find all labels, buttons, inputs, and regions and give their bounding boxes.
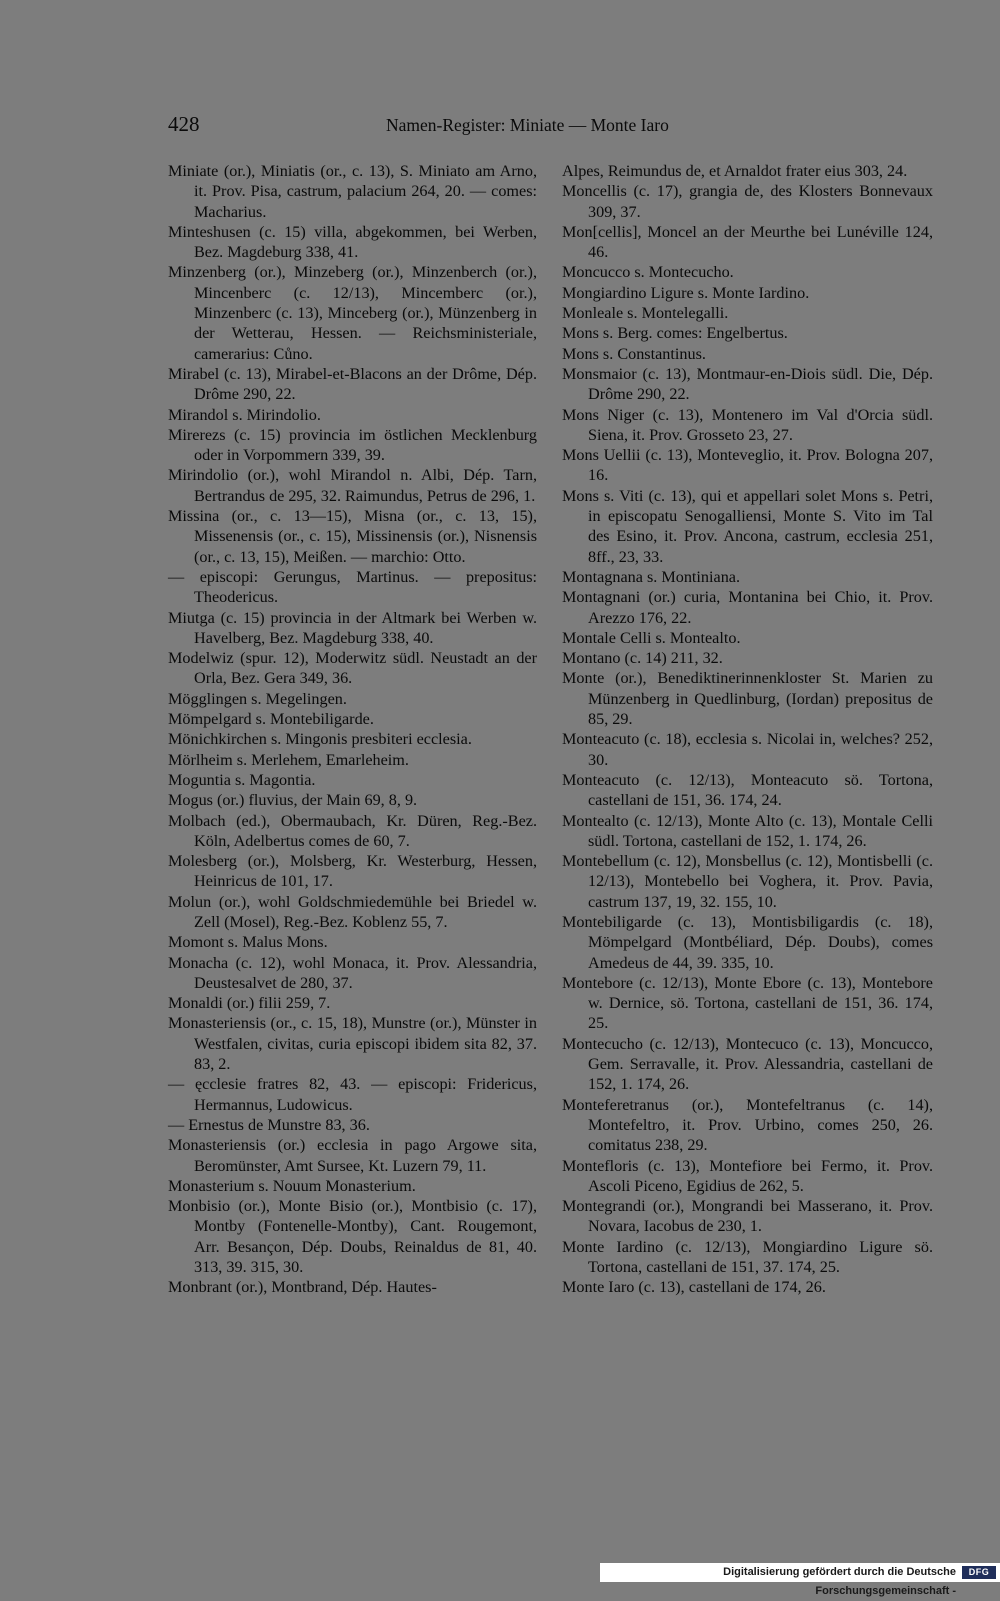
- register-entry: Montagnani (or.) curia, Montanina bei Chio, it. Prov. Arezzo 176, 22.: [562, 588, 933, 627]
- register-entry: Mons s. Constantinus.: [562, 344, 706, 363]
- digitization-footer: [600, 1563, 1000, 1597]
- register-entry: Mirerezs (c. 15) provincia im östlichen Mecklenburg oder in Vorpommern 339, 39.: [168, 425, 537, 465]
- register-entry: Miniate (or.), Miniatis (or., c. 13), S. Miniato am Arno, it. Prov. Pisa, castrum, palacium 264, 20. — comes: Macharius.: [168, 162, 537, 221]
- register-entry: Moncellis (c. 17), grangia de, des Klosters Bonnevaux 309, 37.: [562, 182, 933, 221]
- register-entry: Mons s. Viti (c. 13), qui et appellari solet Mons s. Petri, in episcopatu Senogalliensi, Monte S. Vito im Tal des Esino, it. Prov. Ancona, castrum, ecclesia 251, 8ff., 23, 33.: [562, 486, 933, 566]
- register-entry: Molun (or.), wohl Goldschmiedemühle bei Briedel w. Zell (Mosel), Reg.-Bez. Koblenz 55, 7.: [168, 892, 537, 931]
- register-entry: Moncucco s. Montecucho.: [562, 263, 734, 282]
- register-entry: Montagnana s. Montiniana.: [562, 567, 741, 586]
- register-entry: Moguntia s. Magontia.: [168, 770, 316, 789]
- register-entry: Monbisio (or.), Monte Bisio (or.), Montbisio (c. 17), Montby (Fontenelle-Montby), Cant. Rougemont, Arr. Besançon, Dép. Doubs, Reinaldus de 81, 40. 313, 39. 315, 30.: [168, 1197, 537, 1277]
- left-column: [168, 161, 537, 1298]
- register-entry: Montale Celli s. Montealto.: [562, 628, 741, 647]
- register-entry: Monteacuto (c. 18), ecclesia s. Nicolai in, welches? 252, 30.: [562, 730, 933, 769]
- register-entry: — ęcclesie fratres 82, 43. — episcopi: Fridericus, Hermannus, Ludowicus.: [168, 1075, 537, 1114]
- register-entry: Mirindolio (or.), wohl Mirandol n. Albi, Dép. Tarn, Bertrandus de 295, 32. Raimundus, Petrus de 296, 1.: [168, 466, 537, 505]
- page-number: 428: [168, 112, 200, 136]
- register-entry: Minzenberg (or.), Minzeberg (or.), Minzenberch (or.), Mincenberc (c. 12/13), Mincemberc (or.), Minzenberc (c. 13), Minceberg (or.), Münzenberg in der Wetterau, Hessen. — Reichsministeriale, camerarius: Cůno.: [168, 263, 537, 363]
- register-entry: Mönichkirchen s. Mingonis presbiteri ecclesia.: [168, 730, 472, 749]
- register-entry: Mögglingen s. Megelingen.: [168, 689, 347, 708]
- register-entry: Monte (or.), Benediktinerinnenkloster St. Marien zu Münzenberg in Quedlinburg, (Iordan) prepositus de 85, 29.: [562, 669, 933, 729]
- register-entry: Monsmaior (c. 13), Montmaur-en-Diois südl. Die, Dép. Drôme 290, 22.: [562, 364, 933, 404]
- register-entry: Monasteriensis (or.) ecclesia in pago Argowe sita, Beromünster, Amt Sursee, Kt. Luzern 79, 11.: [168, 1136, 537, 1175]
- register-entry: Montano (c. 14) 211, 32.: [562, 649, 723, 668]
- register-entry: Mon[cellis], Moncel an der Meurthe bei Lunéville 124, 46.: [562, 222, 933, 262]
- register-entry: Montealto (c. 12/13), Monte Alto (c. 13), Montale Celli südl. Tortona, castellani de 152, 1. 174, 26.: [562, 811, 933, 850]
- register-entry: Mongiardino Ligure s. Monte Iardino.: [562, 283, 810, 302]
- register-entry: Monbrant (or.), Montbrand, Dép. Hautes-: [168, 1278, 437, 1297]
- register-entry: Monteacuto (c. 12/13), Monteacuto sö. Tortona, castellani de 151, 36. 174, 24.: [562, 770, 933, 810]
- register-entry: Monasterium s. Nouum Monasterium.: [168, 1176, 416, 1195]
- register-entry: Montebiligarde (c. 13), Montisbiligardis (c. 18), Mömpelgard (Montbéliard, Dép. Doubs), comes Amedeus de 44, 39. 335, 10.: [562, 912, 933, 972]
- register-entry: Monacha (c. 12), wohl Monaca, it. Prov. Alessandria, Deustesalvet de 280, 37.: [168, 953, 537, 992]
- register-entry: Mons s. Berg. comes: Engelbertus.: [562, 324, 788, 343]
- register-entry: Monte Iardino (c. 12/13), Mongiardino Ligure sö. Tortona, castellani de 151, 37. 174, 25.: [562, 1237, 933, 1277]
- register-entry: Mörlheim s. Merlehem, Emarleheim.: [168, 750, 409, 769]
- register-entry: Mirabel (c. 13), Mirabel-et-Blacons an der Drôme, Dép. Drôme 290, 22.: [168, 364, 537, 404]
- register-entry: Mirandol s. Mirindolio.: [168, 405, 321, 424]
- register-entry: Mons Niger (c. 13), Montenero im Val d'Orcia südl. Siena, it. Prov. Grosseto 23, 27.: [562, 405, 933, 444]
- register-entry: Montebore (c. 12/13), Monte Ebore (c. 13), Montebore w. Dernice, sö. Tortona, castellani de 151, 36. 174, 25.: [562, 973, 933, 1033]
- register-entry: Montegrandi (or.), Mongrandi bei Masserano, it. Prov. Novara, Iacobus de 230, 1.: [562, 1197, 933, 1236]
- register-entry: Miutga (c. 15) provincia in der Altmark bei Werben w. Havelberg, Bez. Magdeburg 338, 40.: [168, 608, 537, 647]
- register-entry: Monleale s. Montelegalli.: [562, 304, 729, 323]
- register-entry: — episcopi: Gerungus, Martinus. — prepositus: Theodericus.: [168, 567, 537, 607]
- register-entry: Monasteriensis (or., c. 15, 18), Munstre (or.), Münster in Westfalen, civitas, curia episcopi ibidem sita 82, 37. 83, 2.: [168, 1014, 537, 1074]
- register-entry: Momont s. Malus Mons.: [168, 933, 328, 952]
- register-entry: Alpes, Reimundus de, et Arnaldot frater eius 303, 24.: [562, 162, 908, 180]
- running-head: Namen-Register: Miniate — Monte Iaro: [386, 115, 669, 135]
- register-entry: Molbach (ed.), Obermaubach, Kr. Düren, Reg.-Bez. Köln, Adelbertus comes de 60, 7.: [168, 811, 537, 850]
- footer-credit: Digitalisierung gefördert durch die Deutsche Forschungsgemeinschaft -: [723, 1566, 956, 1597]
- register-entry: Monteferetranus (or.), Montefeltranus (c. 14), Montefeltro, it. Prov. Urbino, comes 250, 26. comitatus 238, 29.: [562, 1095, 933, 1155]
- register-entry: Mömpelgard s. Montebiligarde.: [168, 710, 374, 729]
- register-entry: Monaldi (or.) filii 259, 7.: [168, 994, 331, 1013]
- register-entry: Montebellum (c. 12), Monsbellus (c. 12), Montisbelli (c. 12/13), Montebello bei Voghera, it. Prov. Pavia, castrum 137, 19, 32. 155, 10.: [562, 852, 933, 911]
- register-entry: Minteshusen (c. 15) villa, abgekommen, bei Werben, Bez. Magdeburg 338, 41.: [168, 222, 537, 262]
- register-entry: Mons Uellii (c. 13), Monteveglio, it. Prov. Bologna 207, 16.: [562, 446, 933, 485]
- register-entry: Montefloris (c. 13), Montefiore bei Fermo, it. Prov. Ascoli Piceno, Egidius de 262, 5.: [562, 1156, 933, 1195]
- register-entry: Molesberg (or.), Molsberg, Kr. Westerburg, Hessen, Heinricus de 101, 17.: [168, 852, 537, 891]
- register-entry: Mogus (or.) fluvius, der Main 69, 8, 9.: [168, 791, 418, 810]
- right-column: [562, 161, 933, 1298]
- register-entry: — Ernestus de Munstre 83, 36.: [168, 1115, 370, 1134]
- register-entry: Montecucho (c. 12/13), Montecuco (c. 13), Moncucco, Gem. Serravalle, it. Prov. Alessandria, castellani de 152, 1. 174, 26.: [562, 1034, 933, 1094]
- dfg-logo: DFG: [962, 1566, 996, 1579]
- register-entry: Missina (or., c. 13—15), Misna (or., c. 13, 15), Missenensis (or., c. 15), Missinensis (or.), Nisnensis (or., c. 13, 15), Meißen. — marchio: Otto.: [168, 507, 537, 566]
- register-entry: Monte Iaro (c. 13), castellani de 174, 26.: [562, 1278, 826, 1297]
- register-entry: Modelwiz (spur. 12), Moderwitz südl. Neustadt an der Orla, Bez. Gera 349, 36.: [168, 649, 537, 688]
